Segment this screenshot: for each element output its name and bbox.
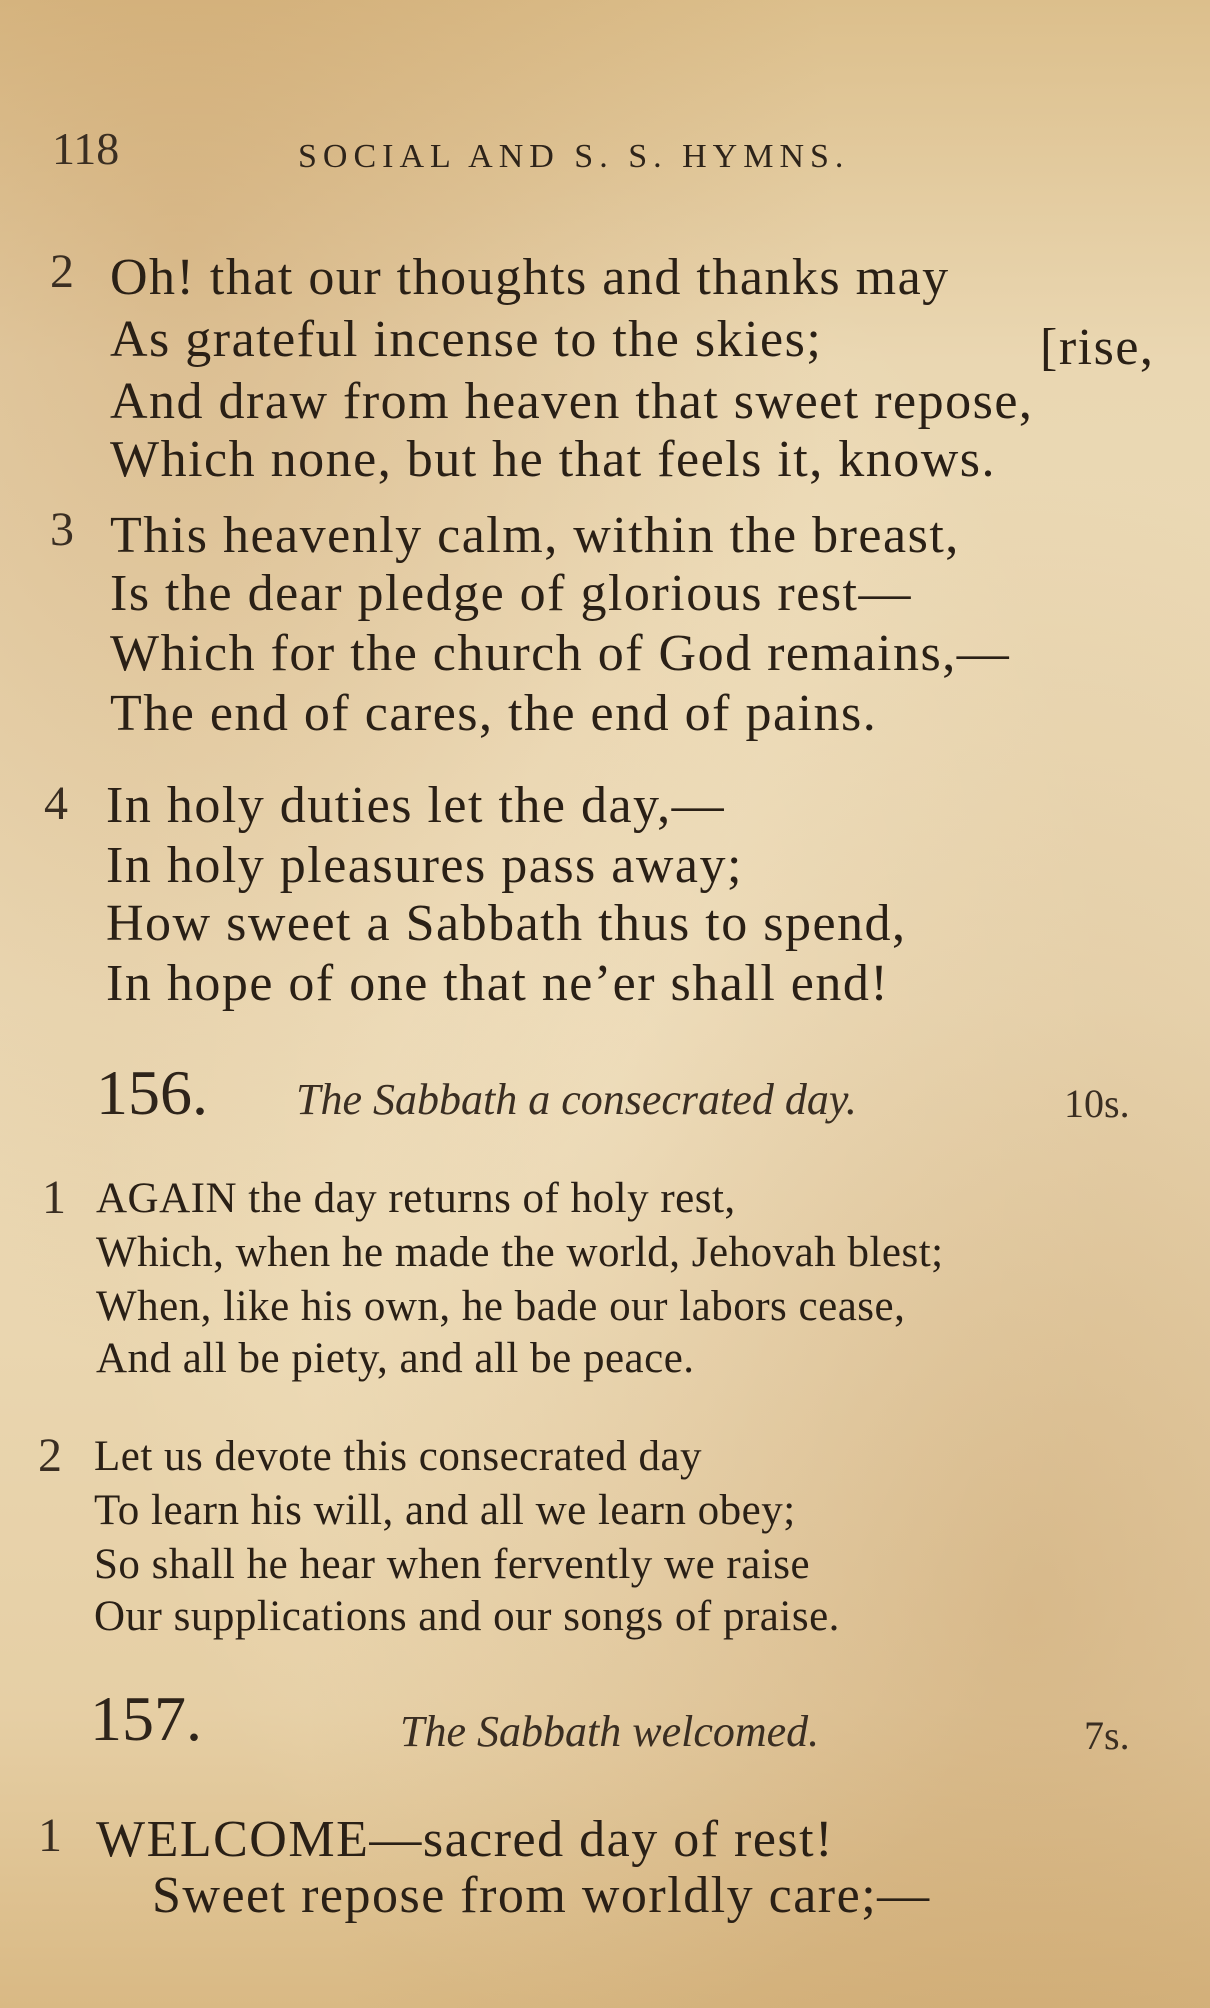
stanza-number: 1 <box>42 1171 66 1224</box>
hymn-number: 157. <box>90 1683 202 1754</box>
verse-carryover: [rise, <box>1040 319 1155 376</box>
verse-line: How sweet a Sabbath thus to spend, <box>106 895 907 952</box>
stanza-number: 1 <box>38 1809 62 1862</box>
verse-line: When, like his own, he bade our labors cease, <box>96 1283 906 1330</box>
hymn-number: 156. <box>96 1057 208 1128</box>
hymn-title: The Sabbath a consecrated day. <box>296 1075 857 1124</box>
verse-line: Is the dear pledge of glorious rest— <box>110 565 913 622</box>
hymn-meter: 10s. <box>1064 1081 1130 1126</box>
verse-line: Which for the church of God remains,— <box>110 625 1011 682</box>
verse-line: And draw from heaven that sweet repose, <box>110 373 1034 430</box>
stanza-number: 3 <box>50 503 74 556</box>
verse-line: As grateful incense to the skies; <box>110 311 823 368</box>
verse-line: Sweet repose from worldly care;— <box>152 1867 931 1924</box>
verse-line: In holy duties let the day,— <box>106 777 726 834</box>
hymn-title: The Sabbath welcomed. <box>400 1707 820 1756</box>
verse-line: Which, when he made the world, Jehovah blest; <box>96 1229 944 1276</box>
verse-line: So shall he hear when fervently we raise <box>94 1541 811 1588</box>
stanza-number: 4 <box>44 777 68 830</box>
verse-line: Oh! that our thoughts and thanks may <box>110 249 950 306</box>
page-number: 118 <box>52 123 120 174</box>
verse-line: Let us devote this consecrated day <box>94 1433 703 1480</box>
verse-line: This heavenly calm, within the breast, <box>110 507 960 564</box>
verse-line: In hope of one that ne’er shall end! <box>106 955 890 1012</box>
verse-line: To learn his will, and all we learn obey; <box>94 1487 796 1534</box>
stanza-number: 2 <box>38 1429 62 1482</box>
verse-line: Which none, but he that feels it, knows. <box>110 431 997 488</box>
running-title: SOCIAL AND S. S. HYMNS. <box>298 138 850 175</box>
stanza-number: 2 <box>50 245 74 298</box>
verse-line: And all be piety, and all be peace. <box>96 1335 695 1382</box>
verse-line: The end of cares, the end of pains. <box>110 685 878 742</box>
verse-line: Our supplications and our songs of praise. <box>94 1593 840 1640</box>
verse-line: WELCOME—sacred day of rest! <box>96 1811 834 1868</box>
hymn-meter: 7s. <box>1084 1713 1130 1758</box>
verse-line: In holy pleasures pass away; <box>106 837 743 894</box>
verse-line: AGAIN the day returns of holy rest, <box>96 1175 736 1222</box>
